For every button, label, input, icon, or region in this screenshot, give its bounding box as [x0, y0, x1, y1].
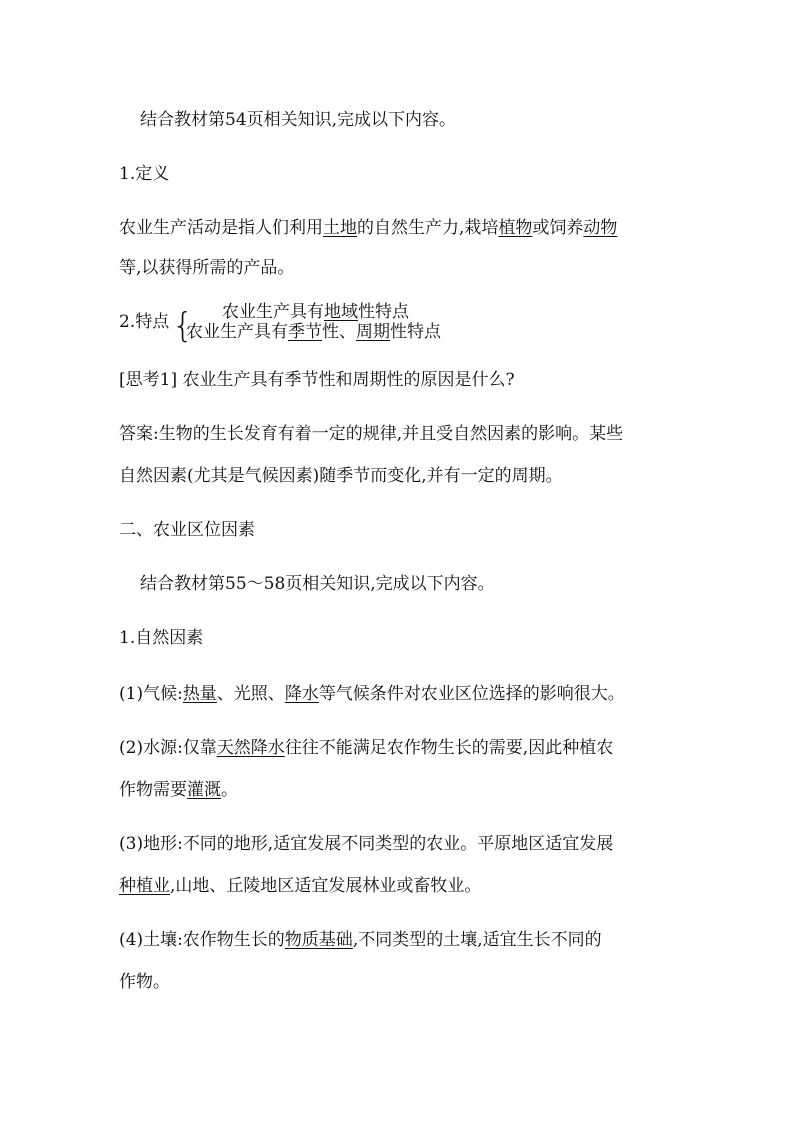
answer-text-2: 自然因素(尤其是气候因素)随季节而变化,并有一定的周期。	[119, 466, 563, 486]
blank-land: 土地	[323, 218, 357, 238]
feature-2-pre: 农业生产具有	[186, 322, 288, 342]
feature-1-post: 性特点	[358, 302, 409, 322]
answer-line-1	[119, 422, 623, 446]
features-label	[119, 310, 169, 334]
def-text-1: 农业生产活动是指人们利用	[119, 218, 323, 238]
blank-irrigation: 灌溉	[187, 780, 221, 800]
features-label-text: 2.特点	[119, 312, 170, 332]
water-line-2-pre: 作物需要	[119, 780, 187, 800]
climate-sep: 、光照、	[216, 684, 285, 704]
terrain-line-1	[119, 832, 613, 856]
definition-line-2	[119, 256, 294, 280]
def-text-2: 的自然生产力,栽培	[357, 218, 499, 238]
definition-heading	[119, 162, 169, 186]
def-text-3: 或饲养	[532, 218, 584, 238]
answer-text-1: 答案:生物的生长发育有着一定的规律,并且受自然因素的影响。某些	[119, 424, 624, 444]
terrain-line-2	[119, 874, 481, 898]
natural-factors-heading	[119, 626, 203, 650]
water-line-1	[119, 736, 613, 760]
feature-1-pre: 农业生产具有	[222, 302, 324, 322]
water-pre: (2)水源:仅靠	[119, 738, 217, 758]
section-heading-text: 二、农业区位因素	[119, 520, 255, 540]
terrain-text-2: ,山地、丘陵地区适宜发展林业或畜牧业。	[170, 876, 482, 896]
soil-pre: (4)土壤:农作物生长的	[119, 930, 285, 950]
think-question	[119, 368, 515, 392]
water-post: 往往不能满足农作物生长的需要,因此种植农	[284, 738, 614, 758]
terrain-text-1: (3)地形:不同的地形,适宜发展不同类型的农业。平原地区适宜发展	[119, 834, 614, 854]
water-line-2-post: 。	[221, 780, 238, 800]
section-heading	[119, 518, 255, 542]
intro-paragraph-2	[140, 572, 495, 596]
blank-plant: 植物	[498, 218, 533, 238]
definition-heading-text: 1.定义	[119, 164, 170, 184]
blank-periodic: 周期	[356, 322, 390, 342]
blank-crop-farming: 种植业	[119, 876, 170, 896]
soil-post: ,不同类型的土壤,适宜生长不同的	[352, 930, 602, 950]
soil-line-2	[119, 970, 170, 994]
blank-natural-rain: 天然降水	[216, 738, 285, 758]
blank-regional: 地域	[324, 302, 358, 322]
intro-text: 结合教材第54页相关知识,完成以下内容。	[140, 110, 457, 130]
soil-line-1	[119, 928, 602, 952]
intro-paragraph	[140, 108, 456, 132]
feature-line-2	[186, 320, 441, 344]
blank-animal: 动物	[583, 218, 618, 238]
natural-factors-heading-text: 1.自然因素	[119, 628, 204, 648]
left-brace-icon: {	[172, 306, 194, 346]
blank-seasonal: 季节	[288, 322, 322, 342]
answer-line-2	[119, 464, 563, 488]
blank-heat: 热量	[182, 684, 217, 704]
climate-post: 等气候条件对农业区位选择的影响很大。	[318, 684, 625, 704]
climate-line	[119, 682, 625, 706]
blank-precipitation: 降水	[284, 684, 319, 704]
soil-text-2: 作物。	[119, 972, 170, 992]
think-question-text: [思考1] 农业生产具有季节性和周期性的原因是什么?	[119, 370, 515, 390]
feature-2-mid: 性、	[322, 322, 356, 342]
def-text-4: 等,以获得所需的产品。	[119, 258, 295, 278]
feature-2-post: 性特点	[390, 322, 441, 342]
intro-2-text: 结合教材第55～58页相关知识,完成以下内容。	[140, 574, 495, 594]
climate-pre: (1)气候:	[119, 684, 183, 704]
definition-line-1	[119, 216, 617, 240]
water-line-2	[119, 778, 238, 802]
blank-material-basis: 物质基础	[284, 930, 353, 950]
